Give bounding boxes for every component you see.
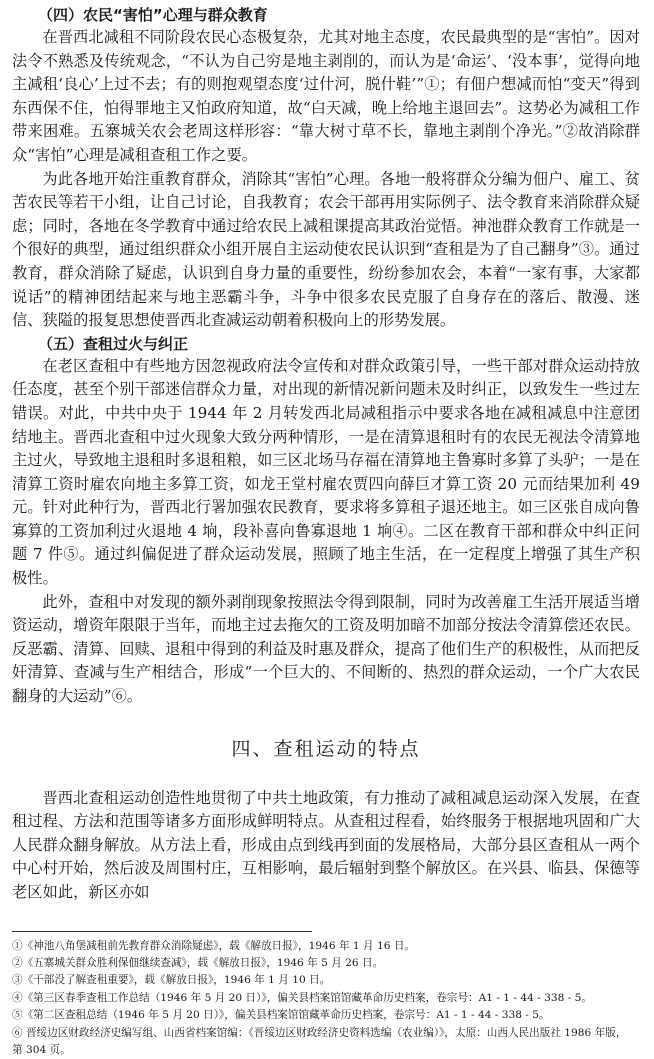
footnote: ⑥ 晋绥边区财政经济史编写组、山西省档案馆编：《晋绥边区财政经济史资料选编（农业编）》，太原：山西人民出版社 1986 年版， <box>12 1026 627 1039</box>
footnote: ①《神池八角堡减租前先教育群众消除疑虑》，载《解放日报》，1946 年 1 月 16 日。 <box>12 939 416 952</box>
section-title: 四、查租运动的特点 <box>231 737 421 760</box>
paragraph: 晋西北查租运动创造性地贯彻了中共土地政策，有力推动了减租减息运动深入发展，在查租过程、方法和范围等诸多方面形成鲜明特点。从查租过程看，始终服务于根据地巩固和广大人民群众翻身解放。从方法上看，形成由点到线再到面的发展格局，大部分县区查租从一两个中心村开始，然后波及周围村庄，互相影响，最后辐射到整个解放区。在兴县、临县、保德等老区如此，新区亦如 <box>12 788 640 901</box>
footnote-divider <box>12 931 312 932</box>
paragraph: 在晋西北减租不同阶段农民心态极复杂，尤其对地主态度，农民最典型的是“害怕”。因对法令不熟悉及传统观念，“不认为自己穷是地主剥削的，而认为是‘命运’、‘没本事’，觉得向地主减租‘良心’上过不去；有的则抱观望态度‘过什河，脱什鞋’”①；有佃户想减而怕“变天”得到东西保不住，怕得罪地主又怕政府知道，故“白天减，晚上给地主退回去”。这势必为减租工作带来困难。五寨城关农会老周这样形容：“靠大树寸草不长，靠地主剥削个净光。”②故消除群众“害怕”心理是减租查租工作之要。 <box>12 28 640 164</box>
subsection-heading-4: （四）农民“害怕”心理与群众教育 <box>38 6 268 24</box>
footnote: ②《五寨城关群众胜利保佃继续查减》，载《解放日报》，1946 年 5 月 26 日。 <box>12 957 384 969</box>
paragraph: 在老区查租中有些地方因忽视政府法令宣传和对群众政策引导，一些干部对群众运动持放任态度，甚至个别干部迷信群众力量，对出现的新情况新问题未及时纠正，以致发生一些过左错误。对此，中共中央于 1944 年 2 月转发西北局减租指示中要求各地在减租减息中注意团结地主。晋西北查租中过火现象大致分两种情形，一是在清算退租时有的农民无视法令清算地主过火，导致地主退租时多退租粮，如三区北场马存福在清算地主鲁寡时多算了头驴；一是在清算工资时雇农向地主多算工资，如龙王堂村雇农贾四向薛巨才算工资 20 元而结果加利 49 元。针对此种行为，晋西北行署加强农民教育，要求将多算租子退还地主。如三区张自成向鲁寡算的工资加利过火退地 4 垧，段补喜向鲁寡退地 1 垧④。二区在教育干部和群众中纠正问题 7 件⑤。通过纠偏促进了群众运动发展，照顾了地主生活，在一定程度上增强了其生产积极性。 <box>12 356 640 588</box>
subsection-heading-5: （五）查租过火与纠正 <box>38 334 189 353</box>
footnotes-list <box>12 938 640 1059</box>
footnote-continuation: 第 304 页。 <box>12 1044 71 1057</box>
paragraph: 此外，查租中对发现的额外剥削现象按照法令得到限制，同时为改善雇工生活开展适当增资运动，增资年限限于当年，而地主过去拖欠的工资及明加暗不加部分按法令清算偿还农民。反恶霸、清算、回赎、退租中得到的利益及时惠及群众，提高了他们生产的积极性，从而把反奸清算、查减与生产相结合，形成“一个巨大的、不间断的、热烈的群众运动，一个广大农民翻身的大运动”⑥。 <box>12 592 640 706</box>
footnote: ③《干部没了解查租重要》，载《解放日报》，1946 年 1 月 10 日。 <box>12 974 331 987</box>
footnote: ④《第三区春季查租工作总结（1946 年 5 月 20 日）》，偏关县档案馆馆藏革命历史档案，卷宗号：A1 - 1 - 44 - 338 - 5。 <box>12 991 592 1004</box>
paragraph: 为此各地开始注重教育群众，消除其“害怕”心理。各地一般将群众分编为佃户、雇工、贫苦农民等若干小组，让自己讨论，自我教育；农会干部再用实际例子、法令教育来消除群众疑虑；同时，各地在冬学教育中通过给农民上减租课提高其政治觉悟。神池群众教育工作就是一个很好的典型，通过组织群众小组开展自主运动使农民认识到“查租是为了自己翻身”③。通过教育，群众消除了疑虑，认识到自身力量的重要性，纷纷参加农会，本着“一家有事，大家都说话”的精神团结起来与地主恶霸斗争，斗争中很多农民克服了自身存在的落后、散漫、迷信、狭隘的报复思想使晋西北查减运动朝着积极向上的形势发展。 <box>12 169 640 330</box>
footnote: ⑤《第二区查租总结（1946 年 5 月 20 日）》，偏关县档案馆馆藏革命历史档案，卷宗号：A1 - 1 - 44 - 338 - 5。 <box>12 1009 550 1022</box>
